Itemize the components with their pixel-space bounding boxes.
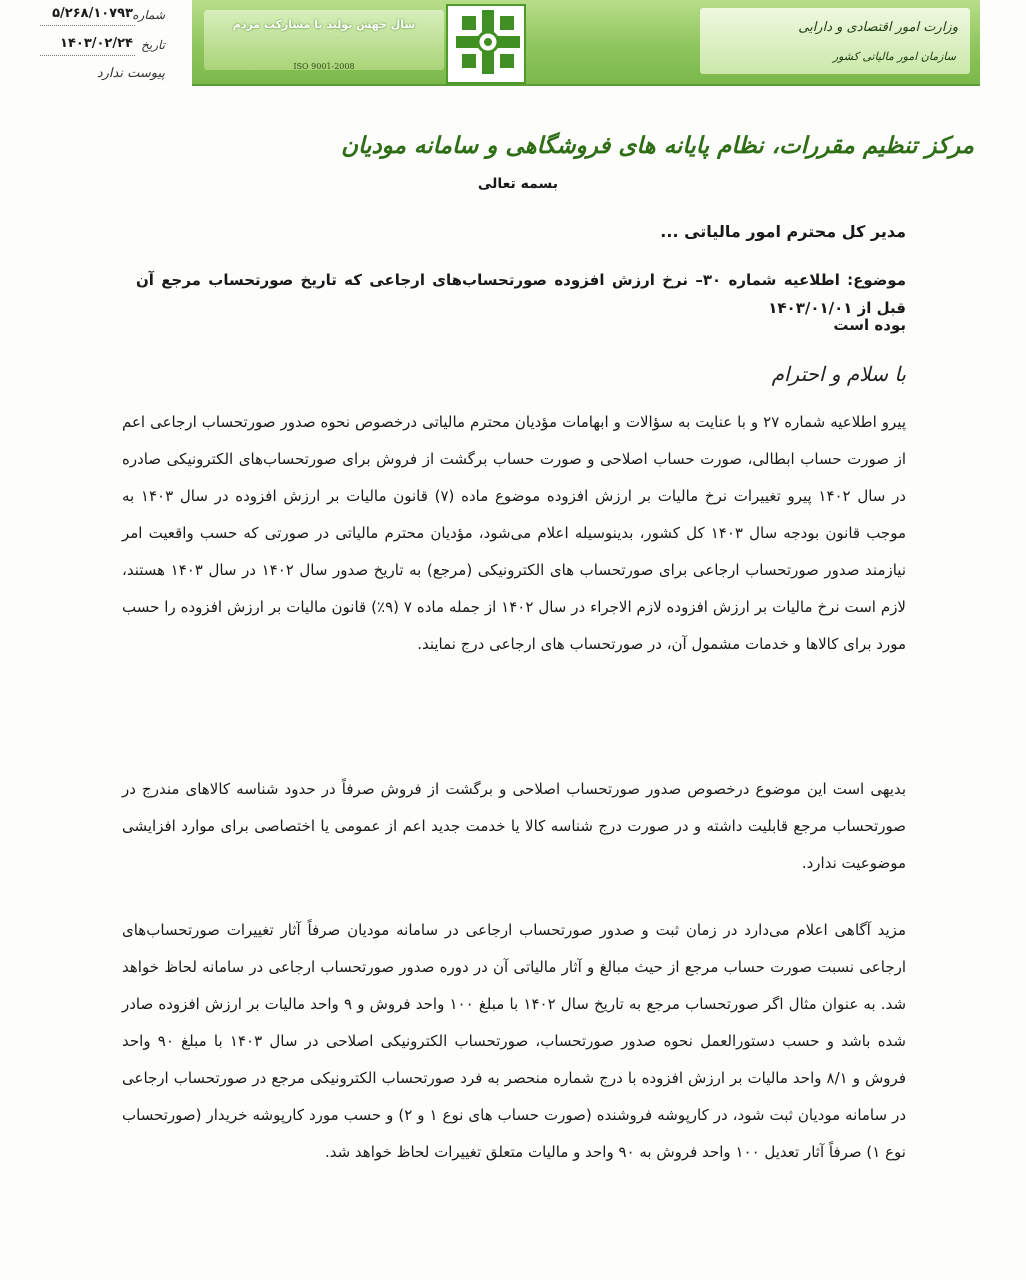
organization-name: سازمان امور مالیاتی کشور (832, 50, 956, 63)
ministry-name: وزارت امور اقتصادی و دارایی (798, 20, 958, 35)
letter-number: ۵/۲۶۸/۱۰۷۹۳ (52, 6, 133, 21)
letter-date-label: تاریخ (141, 38, 165, 52)
header-banner (192, 0, 980, 86)
attachment-row (40, 64, 165, 86)
bismillah: بسمه تعالی (477, 176, 558, 192)
salutation: با سلام و احترام (771, 362, 906, 386)
ministry-panel (700, 8, 970, 74)
addressee: مدیر کل محترم امور مالیاتی ... (660, 222, 906, 241)
subject-line: موضوع: اطلاعیه شماره ۳۰– نرخ ارزش افزوده صورتحساب‌های ارجاعی که تاریخ صورتحساب مرجع آن قبل از ۱۴۰۳/۰۱/۰۱ (136, 271, 907, 317)
subject-line-continued: بوده است (833, 316, 906, 334)
iso-label: ISO 9001-2008 (293, 62, 355, 71)
year-slogan: سال جهش تولید با مشارکت مردم (232, 18, 416, 31)
letter-date: ۱۴۰۳/۰۲/۲۴ (60, 36, 133, 51)
letter-number-row (40, 6, 165, 28)
attachment-status: پیوست ندارد (96, 66, 165, 81)
letter-date-row (40, 36, 165, 58)
letter-number-label: شماره (132, 8, 165, 22)
paragraph-3: مزید آگاهی اعلام می‌دارد در زمان ثبت و صدور صورتحساب ارجاعی در سامانه مودیان صرفاً آثار تغییرات صورتحساب‌های ارجاعی نسبت صورت حساب مرجع از حیث مبالغ و آثار مالیاتی آن در دوره صدور صورتحساب ارجاعی در سامانه لحاظ خواهد شد. به عنوان مثال اگر صورتحساب مرجع به تاریخ سال ۱۴۰۲ با مبلغ ۱۰۰ واحد فروش و ۹ واحد مالیات بر ارزش افزوده صادر شده باشد و حسب دستورالعمل نحوه صدور صورتحساب، صورتحساب الکترونیکی اصلاحی در سال ۱۴۰۳ با مبلغ ۹۰ واحد فروش و ۸/۱ واحد مالیات بر ارزش افزوده با درج شماره منحصر به فرد صورتحساب الکترونیکی مرجع در صورتحساب ارجاعی در سامانه مودیان ثبت شود، در کارپوشه فروشنده (صورت حساب های نوع ۱ و ۲) و حسب مورد کارپوشه خریدار (صورتحساب نوع ۱) صرفاً آثار تعدیل ۱۰۰ واحد فروش به ۹۰ واحد و مالیات متعلق تغییرات لحاظ خواهد شد. (122, 921, 907, 1161)
tax-organization-emblem-icon (446, 4, 526, 84)
center-title: مرکز تنظیم مقررات، نظام پایانه های فروشگاهی و سامانه مودیان (341, 132, 974, 159)
slogan-panel (204, 10, 444, 70)
paragraph-2: بدیهی است این موضوع درخصوص صدور صورتحساب اصلاحی و برگشت از فروش صرفاً در حدود شناسه کالاهای مندرج در صورتحساب مرجع قابلیت داشته و در صورت درج شناسه کالا یا خدمت جدید اعم از عمومی یا اختصاصی برای موارد افزایشی موضوعیت ندارد. (122, 780, 906, 872)
paragraph-1: پیرو اطلاعیه شماره ۲۷ و با عنایت به سؤالات و ابهامات مؤدیان محترم مالیاتی درخصوص نحوه صدور صورتحساب ارجاعی اعم از صورت حساب ابطالی، صورت حساب اصلاحی و صورت حساب برگشت از فروش برای صورتحساب‌های الکترونیکی صادره در سال ۱۴۰۲ پیرو تغییرات نرخ مالیات بر ارزش افزوده موضوع ماده (۷) قانون مالیات بر ارزش افزوده در سال ۱۴۰۳ به موجب قانون بودجه سال ۱۴۰۳ کل کشور، بدینوسیله اعلام می‌شود، مؤدیان محترم مالیاتی در صورتی که حسب واقعیت امر نیازمند صدور صورتحساب ارجاعی برای صورتحساب های الکترونیکی (مرجع) به تاریخ صدور سال ۱۴۰۲ در سال ۱۴۰۳ هستند، لازم است نرخ مالیات بر ارزش افزوده لازم الاجراء در سال ۱۴۰۲ از جمله ماده ۷ (۹٪) قانون مالیات بر ارزش افزوده را حسب مورد برای کالاها و خدمات مشمول آن، در صورتحساب های ارجاعی درج نمایند. (122, 413, 907, 653)
